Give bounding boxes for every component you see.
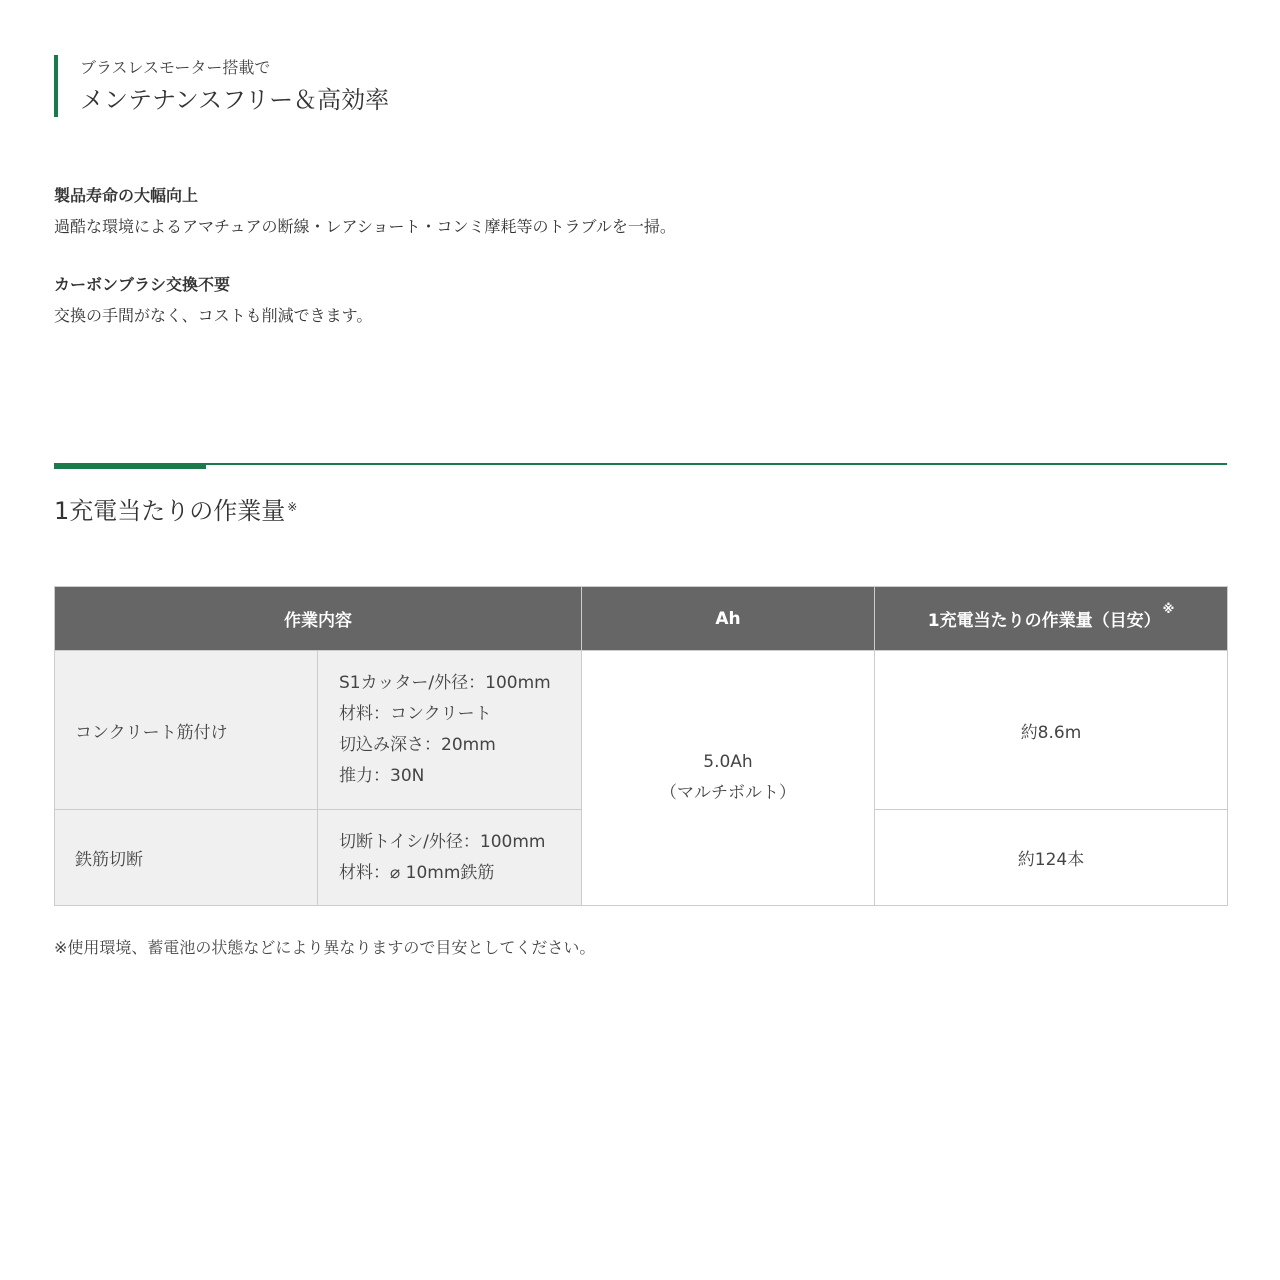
detail-line: 切込み深さ：20mm bbox=[339, 735, 496, 755]
ah-cell bbox=[582, 651, 875, 906]
section-title-mark: ※ bbox=[287, 500, 298, 514]
section-title-text: 1充電当たりの作業量 bbox=[54, 497, 286, 525]
row-work-details bbox=[318, 651, 582, 810]
lead-title: メンテナンスフリー＆高効率 bbox=[80, 86, 390, 114]
ah-note: （マルチボルト） bbox=[660, 783, 796, 803]
work-amount-table bbox=[54, 586, 1228, 906]
feature-text: 過酷な環境によるアマチュアの断線・レアショート・コンミ摩耗等のトラブルを一掃。 bbox=[54, 217, 676, 236]
feature-lifespan bbox=[54, 185, 1226, 238]
row-work-name: コンクリート筋付け bbox=[55, 651, 318, 810]
lead-subtitle: ブラスレスモーター搭載で bbox=[80, 58, 271, 77]
table-row bbox=[55, 651, 1228, 810]
footnote: ※使用環境、蓄電池の状態などにより異なりますので目安としてください。 bbox=[54, 938, 596, 957]
feature-no-brush bbox=[54, 274, 1226, 327]
section-divider bbox=[54, 463, 1227, 465]
section-title bbox=[54, 494, 297, 528]
header-ah: Ah bbox=[582, 587, 875, 651]
header-amount bbox=[875, 587, 1228, 651]
row-amount: 約124本 bbox=[875, 810, 1228, 906]
feature-heading: 製品寿命の大幅向上 bbox=[54, 186, 199, 205]
header-amount-text: 1充電当たりの作業量（目安） bbox=[927, 611, 1161, 631]
feature-heading: カーボンブラシ交換不要 bbox=[54, 275, 231, 294]
header-amount-mark: ※ bbox=[1162, 602, 1175, 616]
detail-line: S1カッター/外径：100mm bbox=[339, 673, 551, 693]
detail-line: 材料：⌀ 10mm鉄筋 bbox=[339, 862, 495, 883]
detail-line: 材料：コンクリート bbox=[339, 704, 492, 724]
feature-text: 交換の手間がなく、コストも削減できます。 bbox=[54, 306, 373, 325]
header-work: 作業内容 bbox=[55, 587, 582, 651]
table-header-row bbox=[55, 587, 1228, 651]
detail-line: 推力：30N bbox=[339, 766, 425, 786]
ah-value: 5.0Ah bbox=[703, 752, 753, 772]
section-divider-accent bbox=[54, 463, 206, 469]
detail-line: 切断トイシ/外径：100mm bbox=[339, 831, 546, 852]
row-amount: 約8.6m bbox=[875, 651, 1228, 810]
row-work-name: 鉄筋切断 bbox=[55, 810, 318, 906]
row-work-details bbox=[318, 810, 582, 906]
lead-heading-block bbox=[54, 55, 389, 117]
